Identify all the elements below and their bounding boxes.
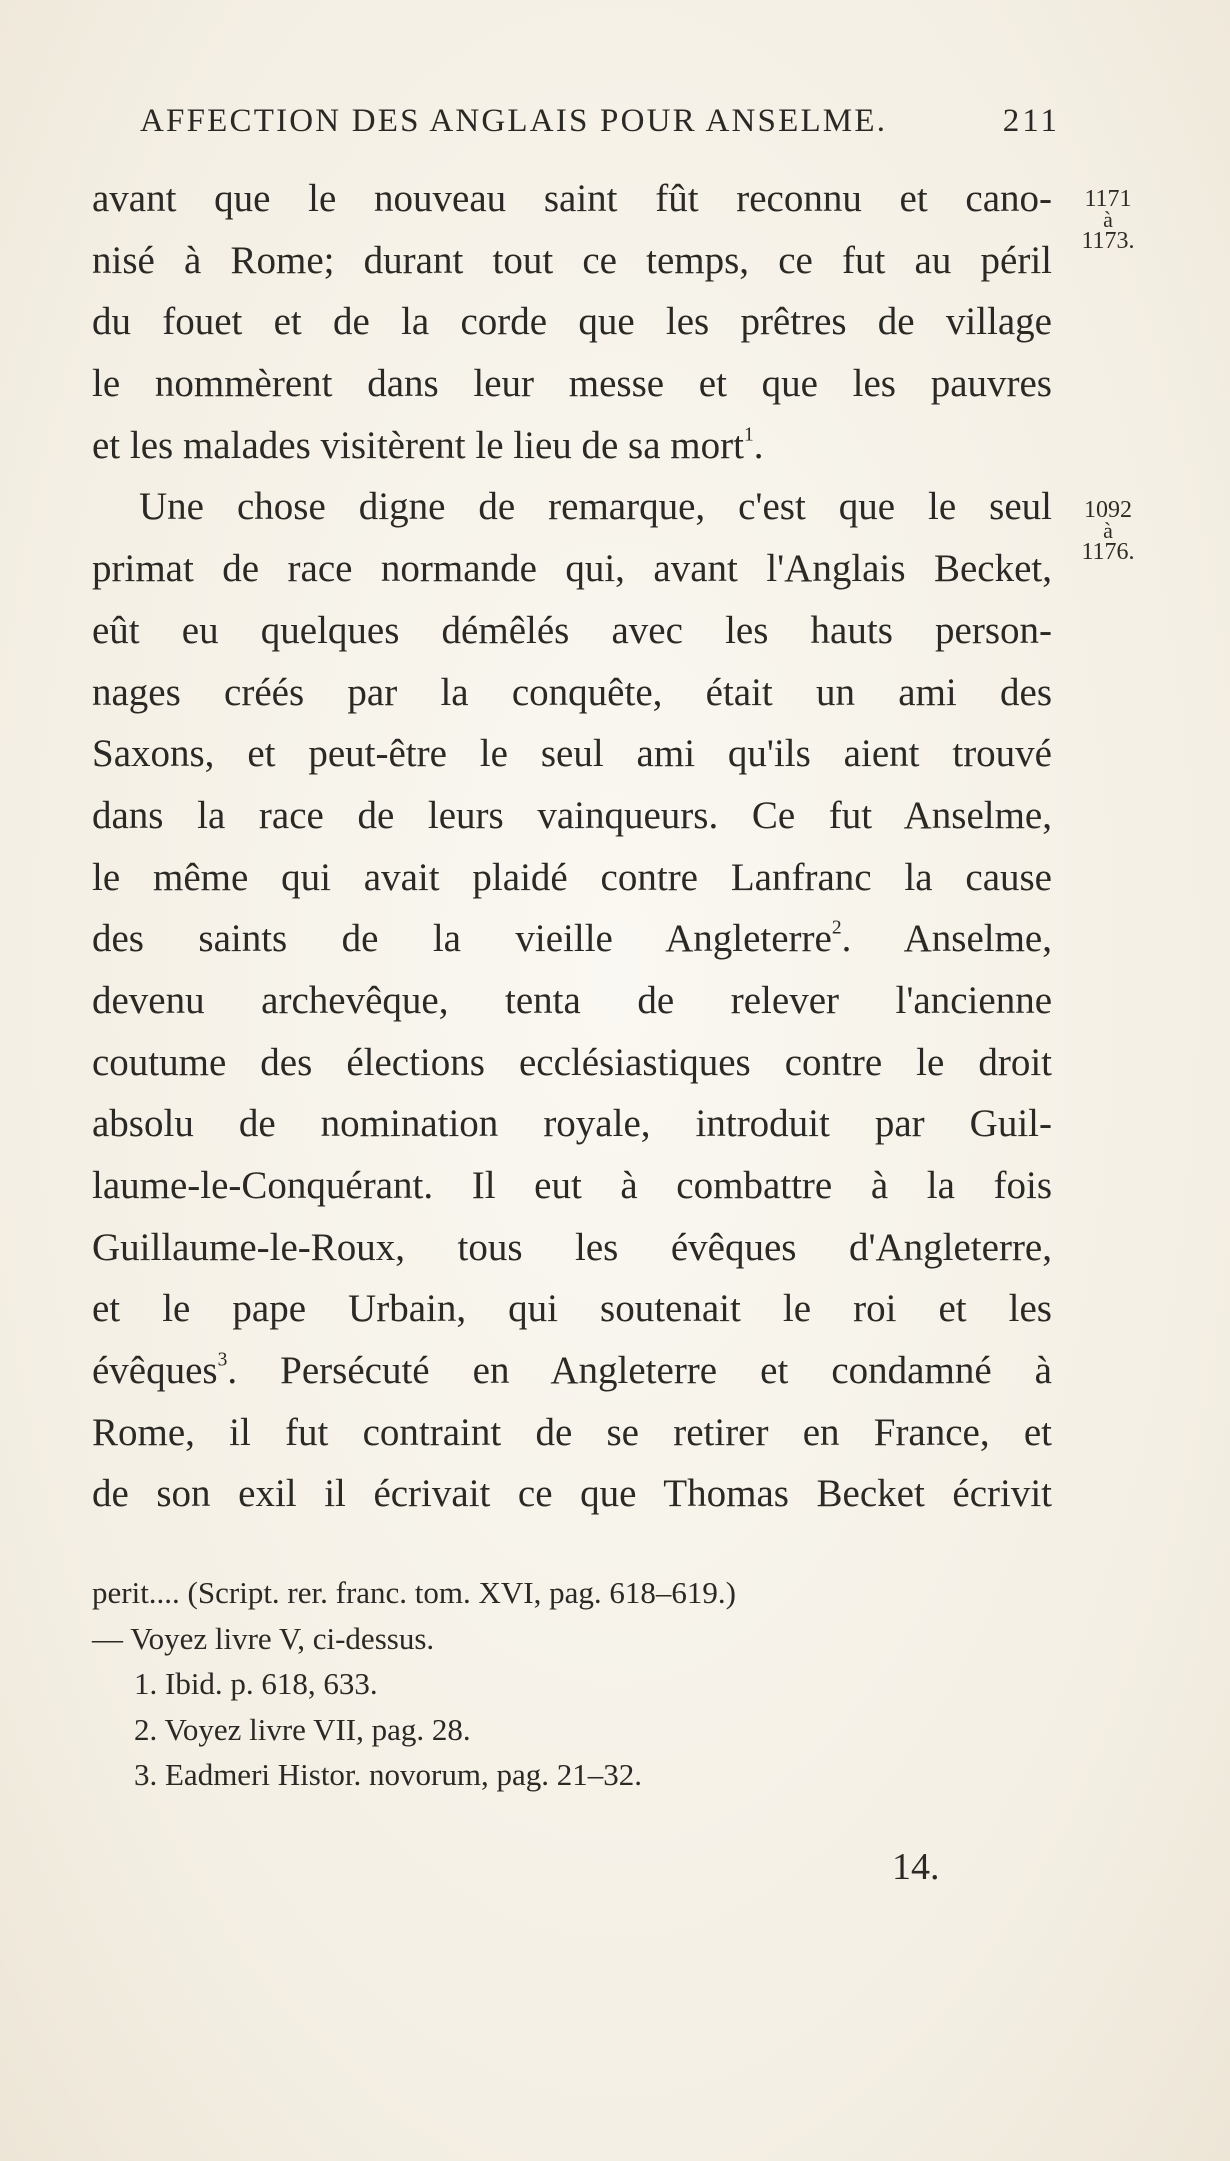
body-line: laume-le-Conquérant. Il eut à combattre à la fois bbox=[92, 1164, 1052, 1207]
footnote-ref: 1 bbox=[743, 424, 754, 446]
body-line: nisé à Rome; durant tout ce temps, ce fut au péril bbox=[92, 238, 1052, 282]
running-head bbox=[140, 103, 1060, 140]
body-line: dans la race de leurs vainqueurs. Ce fut Anselme, bbox=[92, 793, 1052, 837]
footnote-ref: 3 bbox=[217, 1349, 228, 1371]
body-line: de son exil il écrivait ce que Thomas Becket écrivit bbox=[92, 1472, 1052, 1516]
body-line: avant que le nouveau saint fût reconnu et cano- bbox=[92, 177, 1052, 220]
body-line: le nommèrent dans leur messe et que les pauvres bbox=[92, 362, 1052, 406]
body-line: devenu archevêque, tenta de relever l'ancienne bbox=[92, 978, 1052, 1022]
running-head-title: AFFECTION DES ANGLAIS POUR ANSELME. bbox=[140, 103, 888, 139]
body-line bbox=[92, 1340, 1052, 1402]
body-line: Guillaume-le-Roux, tous les évêques d'Angleterre, bbox=[92, 1225, 1052, 1269]
page-number: 211 bbox=[1002, 103, 1060, 139]
body-line-text: évêques bbox=[92, 1349, 218, 1393]
margin-date-sep: à bbox=[1103, 518, 1113, 543]
body-line-text: . bbox=[753, 423, 764, 467]
body-line: du fouet et de la corde que les prêtres de village bbox=[92, 300, 1052, 344]
body-line-text: et les malades visitèrent le lieu de sa mort bbox=[92, 423, 744, 467]
body-line: nages créés par la conquête, était un ami des bbox=[92, 670, 1052, 714]
body-line-text: . Anselme, bbox=[841, 917, 1052, 961]
footnotes bbox=[92, 1570, 1052, 1798]
margin-date-note bbox=[1068, 186, 1148, 254]
footnote-line: — Voyez livre V, ci-dessus. bbox=[92, 1620, 435, 1656]
body-line-text: . Persécuté en Angleterre et condamné à bbox=[227, 1349, 1052, 1393]
margin-date-sep: à bbox=[1103, 207, 1113, 232]
footnote-line: 1. Ibid. p. 618, 633. bbox=[134, 1666, 378, 1701]
margin-date-to: 1173. bbox=[1081, 228, 1135, 254]
margin-date-from: 1092 bbox=[1084, 497, 1132, 523]
margin-date-note bbox=[1068, 497, 1148, 565]
body-line: eût eu quelques démêlés avec les hauts person- bbox=[92, 608, 1052, 652]
body-line bbox=[92, 415, 1052, 477]
body-line: absolu de nomination royale, introduit par Guil- bbox=[92, 1102, 1052, 1146]
footnote-line: perit.... (Script. rer. franc. tom. XVI, pag. 618–619.) bbox=[92, 1575, 736, 1610]
margin-date-from: 1171 bbox=[1084, 186, 1132, 212]
body-line: Rome, il fut contraint de se retirer en France, et bbox=[92, 1410, 1052, 1454]
signature-mark: 14. bbox=[892, 1846, 940, 1888]
body-line: Une chose digne de remarque, c'est que le seul bbox=[139, 485, 1052, 529]
body-line: Saxons, et peut-être le seul ami qu'ils aient trouvé bbox=[92, 732, 1052, 776]
body-line bbox=[92, 908, 1052, 970]
body-line: coutume des élections ecclésiastiques contre le droit bbox=[92, 1040, 1052, 1084]
footnote-line: 3. Eadmeri Histor. novorum, pag. 21–32. bbox=[134, 1757, 642, 1792]
body-line: primat de race normande qui, avant l'Anglais Becket, bbox=[92, 547, 1052, 591]
body-line-text: des saints de la vieille Angleterre bbox=[92, 917, 832, 961]
body-line: le même qui avait plaidé contre Lanfranc la cause bbox=[92, 855, 1052, 899]
footnote-line: 2. Voyez livre VII, pag. 28. bbox=[134, 1711, 471, 1747]
body-line: et le pape Urbain, qui soutenait le roi et les bbox=[92, 1287, 1052, 1331]
footnote-ref: 2 bbox=[831, 917, 842, 939]
margin-date-to: 1176. bbox=[1081, 539, 1135, 565]
body-text bbox=[92, 168, 1052, 1525]
